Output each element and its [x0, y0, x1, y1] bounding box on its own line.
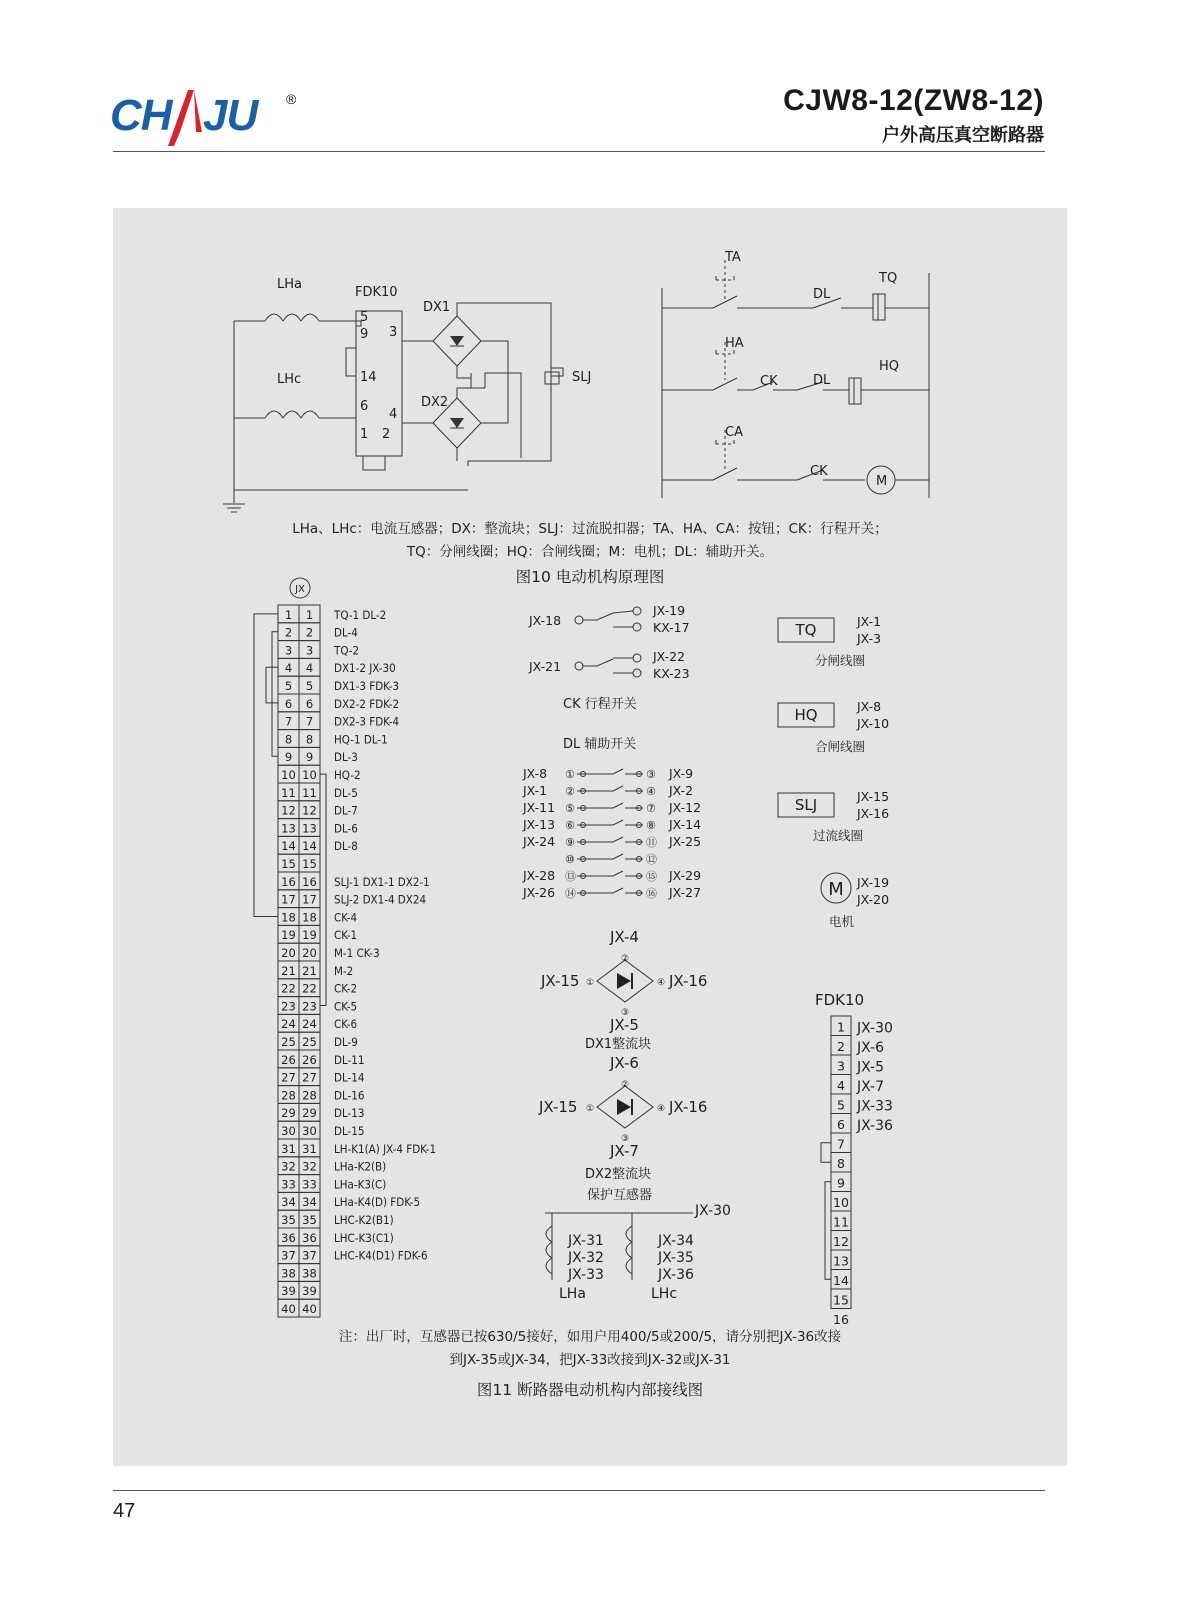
fdk-pin-number: 5: [837, 1097, 845, 1113]
tq-label: TQ: [879, 271, 898, 286]
ca-button-label: CA: [725, 425, 743, 440]
jx-row-label: DL-6: [334, 821, 358, 836]
jx-number: 25: [302, 1035, 317, 1049]
jx-number: 23: [302, 999, 317, 1014]
ck-right-1b: KX-17: [653, 620, 690, 635]
jx-label: JX: [295, 584, 305, 595]
jx-row-label: M-1 CK-3: [334, 946, 380, 960]
chaju-logo: [110, 80, 320, 155]
fdk-pin-number: 16: [833, 1312, 849, 1327]
dl-right-label: JX-9: [669, 766, 694, 781]
jx-row-label: LHC-K4(D1) FDK-6: [334, 1248, 428, 1263]
wiring-diagram-svg: [113, 208, 1067, 1466]
motor-pin2: JX-20: [857, 892, 890, 907]
jx-number: 25: [281, 1035, 296, 1049]
jx-number: 40: [302, 1302, 317, 1316]
jx-number: 7: [284, 714, 293, 729]
jx-number: 13: [281, 821, 296, 836]
jx-number: 26: [281, 1052, 296, 1067]
jx-row-label: DX2-3 FDK-4: [334, 714, 400, 729]
ck-title: CK 行程开关: [563, 697, 637, 712]
ck-label-2: CK: [810, 464, 828, 479]
jx-number: 15: [302, 857, 317, 871]
jx-jumper: [254, 614, 278, 917]
dl-pin-num: ②: [565, 785, 575, 798]
jx-number: 35: [302, 1213, 317, 1227]
jx-number: 28: [281, 1088, 296, 1103]
ct-lhc-1: JX-34: [658, 1233, 694, 1249]
dl-right-label: JX-25: [669, 834, 702, 849]
dl-contact: [577, 803, 643, 808]
fdk-pin-number: 1: [837, 1019, 845, 1035]
jx-row-label: M-2: [334, 963, 354, 978]
motor-pin1: JX-19: [857, 875, 890, 890]
jx-number: 29: [302, 1106, 317, 1121]
motor-name: 电机: [829, 914, 855, 929]
fig10-legend-line2: TQ：分闸线圈；HQ：合闸线圈；M：电机；DL：辅助开关。: [406, 544, 774, 560]
dl-right-label: JX-27: [669, 885, 702, 900]
ct-lha-1: JX-31: [568, 1233, 604, 1249]
dl-left-label: JX-28: [523, 868, 556, 883]
hq-pin2: JX-10: [857, 716, 890, 731]
ct-lhc-name: LHc: [651, 1286, 678, 1302]
jx-number: 21: [281, 963, 296, 978]
motor-label: M: [876, 474, 888, 489]
jx-number: 6: [284, 696, 293, 711]
dl-pin-num: ⑮: [646, 870, 657, 883]
jx-number: 13: [302, 821, 317, 836]
jx-row-label: DL-4: [334, 625, 358, 640]
jx-row-label: LHa-K3(C): [334, 1177, 387, 1192]
dx2-bottom: JX-7: [610, 1142, 639, 1160]
jx-number: 15: [281, 857, 296, 871]
fdk-pin-6: 6: [360, 399, 369, 414]
dl-contact: [577, 854, 643, 859]
dl-contact: [577, 888, 643, 893]
jx-jumper: [272, 632, 278, 757]
jx-number: 9: [284, 750, 293, 765]
slj-box-label: SLJ: [794, 796, 818, 814]
svg-text:③: ③: [620, 1008, 630, 1018]
diagram-panel: [113, 208, 1067, 1466]
lhc-coil-label: LHc: [277, 372, 302, 387]
svg-text:①: ①: [585, 1104, 595, 1114]
ta-button-label: TA: [725, 250, 741, 265]
jx-number: 37: [302, 1248, 317, 1263]
dl-right-label: JX-2: [669, 783, 694, 798]
jx-number: 20: [302, 946, 317, 960]
fdk-jumper: [821, 1143, 831, 1163]
dl-pin-num: ⑭: [565, 887, 576, 900]
jx-number: 19: [281, 928, 296, 943]
jx-row-label: DL-11: [334, 1052, 365, 1067]
fdk-pin-number: 4: [837, 1078, 845, 1093]
jx-row-label: CK-6: [334, 1017, 358, 1032]
dl-left-label: JX-26: [523, 885, 556, 900]
fdk-pin-14: 14: [360, 370, 377, 385]
jx-number: 4: [305, 661, 314, 676]
tq-name: 分闸线圈: [815, 653, 866, 668]
jx-number: 22: [302, 981, 317, 996]
jx-number: 20: [281, 946, 296, 960]
jx-number: 12: [281, 803, 296, 818]
jx-number: 7: [305, 714, 314, 729]
dl-pin-num: ⑫: [646, 853, 657, 866]
ct-common: JX-30: [695, 1203, 731, 1219]
fdk-pin-label: JX-33: [857, 1098, 893, 1115]
jx-row-label: CK-2: [334, 981, 358, 996]
jx-jumper: [320, 774, 326, 1005]
jx-number: 1: [284, 607, 293, 622]
lha-coil-label: LHa: [277, 277, 302, 292]
jx-number: 32: [281, 1159, 296, 1174]
dl-left-label: JX-11: [523, 800, 556, 815]
ha-button-label: HA: [725, 336, 744, 351]
jx-number: 14: [281, 839, 296, 854]
svg-text:JU: JU: [203, 91, 258, 140]
jx-number: 22: [281, 981, 296, 996]
jx-number: 31: [281, 1141, 296, 1156]
slj-label: SLJ: [572, 370, 592, 385]
dl-pin-num: ⑨: [565, 836, 575, 849]
jx-row-label: DL-3: [334, 750, 358, 765]
jx-number: 35: [281, 1213, 296, 1227]
jx-number: 27: [302, 1070, 317, 1085]
dx1-right: JX-16: [669, 972, 708, 990]
jx-number: 8: [305, 732, 314, 747]
jx-row-label: LHa-K4(D) FDK-5: [334, 1195, 421, 1210]
fig10-legend-line1: LHa、LHc：电流互感器；DX：整流块；SLJ：过流脱扣器；TA、HA、CA：按钮；CK：行程开关；: [292, 521, 888, 537]
jx-row-label: DL-9: [334, 1035, 358, 1049]
fdk-pin-number: 3: [837, 1058, 845, 1074]
ck-right-2b: KX-23: [653, 666, 690, 681]
ck-label-1: CK: [760, 374, 778, 389]
hq-box-label: HQ: [794, 706, 818, 724]
jx-number: 23: [281, 999, 296, 1014]
dl-right-label: JX-12: [669, 800, 702, 815]
jx-row-label: LHC-K2(B1): [334, 1213, 394, 1227]
jx-number: 38: [281, 1266, 296, 1281]
fdk-pin-number: 8: [837, 1156, 845, 1171]
dl-contact: [577, 820, 643, 825]
svg-text:④: ④: [656, 978, 666, 988]
ck-right-2a: JX-22: [653, 649, 686, 664]
dx2-label: DX2: [421, 395, 449, 410]
jx-number: 33: [281, 1177, 296, 1192]
jx-number: 27: [281, 1070, 296, 1085]
fdk-pin-9: 9: [360, 327, 369, 342]
fdk-pin-number: 14: [833, 1273, 849, 1288]
jx-row-label: DX1-2 JX-30: [334, 661, 396, 676]
slj-pin2: JX-16: [857, 806, 890, 821]
dl-pin-num: ⑥: [565, 819, 575, 832]
jx-number: 40: [281, 1302, 296, 1316]
fig11-caption: 图11 断路器电动机构内部接线图: [476, 1381, 704, 1399]
fdk-pin-number: 7: [837, 1136, 845, 1152]
ck-left-1: JX-18: [529, 613, 562, 628]
jx-number: 28: [302, 1088, 317, 1103]
slj-name: 过流线圈: [813, 828, 864, 843]
jx-row-label: CK-4: [334, 910, 358, 925]
motor-box-label: M: [828, 879, 844, 900]
hq-label: HQ: [879, 359, 900, 374]
ct-lhc-3: JX-36: [658, 1267, 694, 1283]
jx-row-label: SLJ-1 DX1-1 DX2-1: [334, 874, 430, 889]
jx-number: 17: [302, 892, 317, 907]
jx-row-label: HQ-1 DL-1: [334, 732, 388, 747]
jx-row-label: DL-13: [334, 1106, 365, 1121]
svg-text:②: ②: [620, 1080, 630, 1090]
ct-lha-2: JX-32: [568, 1250, 604, 1266]
hq-pin1: JX-8: [857, 699, 882, 714]
fdk-pin-number: 6: [837, 1117, 845, 1132]
fig11-note-line1: 注：出厂时，互感器已按630/5接好，如用户用400/5或200/5，请分别把JX-36改接: [338, 1329, 842, 1345]
dx2-top: JX-6: [610, 1054, 639, 1072]
jx-number: 8: [284, 732, 293, 747]
fig10-caption: 图10 电动机构原理图: [515, 568, 665, 586]
dl-contact: [577, 786, 643, 791]
jx-number: 2: [284, 625, 293, 640]
jx-number: 18: [302, 910, 317, 925]
fdk-pin-number: 2: [837, 1039, 845, 1054]
fdk10-title: FDK10: [815, 991, 865, 1009]
jx-row-label: LH-K1(A) JX-4 FDK-1: [334, 1141, 437, 1156]
jx-number: 31: [302, 1141, 317, 1156]
jx-row-label: DL-15: [334, 1124, 365, 1138]
product-subtitle: 户外高压真空断路器: [882, 125, 1044, 146]
jx-number: 3: [305, 643, 314, 658]
dl-left-label: JX-8: [523, 766, 548, 781]
registered-mark: ®: [286, 91, 297, 107]
ct-lha-name: LHa: [559, 1286, 586, 1302]
svg-text:①: ①: [585, 978, 595, 988]
jx-number: 17: [281, 892, 296, 907]
dl-pin-num: ⑯: [646, 887, 657, 900]
dl-pin-num: ⑪: [646, 836, 657, 849]
dl-left-label: JX-1: [523, 783, 548, 798]
fdk-pin-1: 1: [360, 427, 369, 442]
jx-number: 29: [281, 1106, 296, 1121]
jx-number: 10: [302, 768, 317, 782]
fdk10-label: FDK10: [355, 285, 398, 300]
jx-number: 6: [305, 696, 314, 711]
jx-number: 37: [281, 1248, 296, 1263]
fdk-pin-5: 5: [360, 310, 369, 325]
fdk-pin-number: 10: [833, 1195, 849, 1210]
jx-row-label: DL-16: [334, 1088, 365, 1103]
jx-number: 2: [305, 625, 314, 640]
jx-row-label: DL-14: [334, 1070, 365, 1085]
jx-number: 30: [281, 1124, 296, 1138]
jx-number: 24: [302, 1017, 317, 1032]
ct-title: 保护互感器: [587, 1188, 653, 1203]
jx-row-label: DX2-2 FDK-2: [334, 696, 400, 711]
jx-number: 5: [284, 679, 293, 693]
fdk-pin-label: JX-6: [857, 1040, 884, 1056]
jx-number: 26: [302, 1052, 317, 1067]
dx1-bottom: JX-5: [610, 1016, 639, 1034]
jx-number: 32: [302, 1159, 317, 1174]
jx-row-label: DL-8: [334, 839, 358, 854]
fdk-pin-label: JX-5: [857, 1059, 884, 1076]
jx-row-label: DL-5: [334, 785, 358, 800]
ct-lha-3: JX-33: [568, 1267, 604, 1283]
svg-text:③: ③: [620, 1134, 630, 1144]
fdk-pin-3: 3: [389, 325, 398, 340]
dx1-top: JX-4: [610, 928, 639, 946]
jx-number: 36: [302, 1230, 317, 1245]
jx-number: 14: [302, 839, 317, 854]
jx-row-label: LHC-K3(C1): [334, 1230, 394, 1245]
tq-pin1: JX-1: [857, 614, 882, 629]
svg-text:④: ④: [656, 1104, 666, 1114]
dl-pin-num: ⑧: [646, 819, 656, 832]
jx-number: 9: [305, 750, 314, 765]
dl-pin-num: ⑩: [565, 853, 575, 866]
dl-pin-num: ⑬: [565, 870, 576, 883]
footer-rule: [113, 1490, 1045, 1491]
jx-row-label: CK-5: [334, 999, 358, 1014]
dl-pin-num: ⑦: [646, 802, 656, 815]
jx-number: 36: [281, 1230, 296, 1245]
jx-number: 34: [281, 1195, 296, 1210]
dx1-name: DX1整流块: [585, 1037, 652, 1052]
hq-name: 合闸线圈: [815, 739, 866, 754]
tq-pin2: JX-3: [857, 631, 882, 646]
model-title: CJW8-12(ZW8-12): [783, 84, 1044, 117]
jx-number: 30: [302, 1124, 317, 1138]
dl-pin-num: ⑤: [565, 802, 575, 815]
jx-number: 38: [302, 1266, 317, 1281]
header-rule: [113, 151, 1045, 152]
dl-pin-num: ④: [646, 785, 656, 798]
dl-contact: [577, 871, 643, 876]
slj-pin1: JX-15: [857, 789, 890, 804]
dx2-left: JX-15: [539, 1098, 578, 1116]
fdk-jumper: [825, 1182, 831, 1280]
page-number: 47: [113, 1500, 136, 1522]
svg-text:CH: CH: [110, 91, 172, 140]
dl-right-label: JX-29: [669, 868, 702, 883]
jx-number: 39: [281, 1284, 296, 1299]
jx-row-label: SLJ-2 DX1-4 DX24: [334, 892, 427, 907]
tq-box-label: TQ: [795, 621, 817, 639]
jx-row-label: HQ-2: [334, 768, 361, 782]
dx1-left: JX-15: [541, 972, 580, 990]
jx-number: 10: [281, 768, 296, 782]
jx-row-label: LHa-K2(B): [334, 1159, 387, 1174]
jx-number: 12: [302, 803, 317, 818]
jx-number: 16: [302, 874, 317, 889]
dl-pin-num: ①: [565, 768, 575, 781]
ck-right-1a: JX-19: [653, 603, 686, 618]
fig11-note-line2: 到JX-35或JX-34，把JX-33改接到JX-32或JX-31: [449, 1352, 731, 1368]
jx-number: 11: [281, 785, 296, 800]
fdk-pin-number: 13: [833, 1253, 849, 1269]
jx-row-label: DL-7: [334, 803, 358, 818]
jx-row-label: CK-1: [334, 928, 358, 943]
dl-pin-num: ③: [646, 768, 656, 781]
jx-number: 18: [281, 910, 296, 925]
jx-number: 1: [305, 607, 314, 622]
fdk-pin-number: 9: [837, 1175, 845, 1191]
jx-number: 3: [284, 643, 293, 658]
fdk-pin-number: 11: [833, 1214, 849, 1230]
jx-number: 39: [302, 1284, 317, 1299]
dl-contact: [577, 837, 643, 842]
dl-label-1: DL: [813, 287, 831, 302]
ct-lhc-2: JX-35: [658, 1250, 694, 1266]
fdk-pin-number: 15: [833, 1292, 849, 1308]
jx-number: 4: [284, 661, 293, 676]
fdk-pin-label: JX-30: [857, 1020, 893, 1037]
jx-number: 19: [302, 928, 317, 943]
jx-row-label: TQ-2: [334, 643, 360, 658]
dl-left-label: JX-13: [523, 817, 556, 832]
dx2-name: DX2整流块: [585, 1167, 652, 1182]
jx-number: 33: [302, 1177, 317, 1192]
jx-row-label: TQ-1 DL-2: [334, 607, 387, 622]
jx-number: 34: [302, 1195, 317, 1210]
dl-right-label: JX-14: [669, 817, 702, 832]
jx-number: 11: [302, 785, 317, 800]
dx1-label: DX1: [423, 300, 451, 315]
fdk-pin-label: JX-36: [857, 1118, 893, 1134]
jx-number: 24: [281, 1017, 296, 1032]
jx-number: 16: [281, 874, 296, 889]
dl-left-label: JX-24: [523, 834, 556, 849]
fdk-pin-2: 2: [382, 427, 391, 442]
fdk-pin-label: JX-7: [857, 1079, 884, 1095]
jx-number: 21: [302, 963, 317, 978]
fdk-pin-number: 12: [833, 1234, 849, 1249]
jx-row-label: DX1-3 FDK-3: [334, 679, 400, 693]
fdk-pin-4: 4: [389, 407, 398, 422]
dl-contact: [577, 769, 643, 774]
svg-text:②: ②: [620, 954, 630, 964]
jx-number: 5: [305, 679, 314, 693]
dl-label-2: DL: [813, 373, 831, 388]
dl-title: DL 辅助开关: [563, 737, 637, 752]
dx2-right: JX-16: [669, 1098, 708, 1116]
ck-left-2: JX-21: [529, 659, 562, 674]
